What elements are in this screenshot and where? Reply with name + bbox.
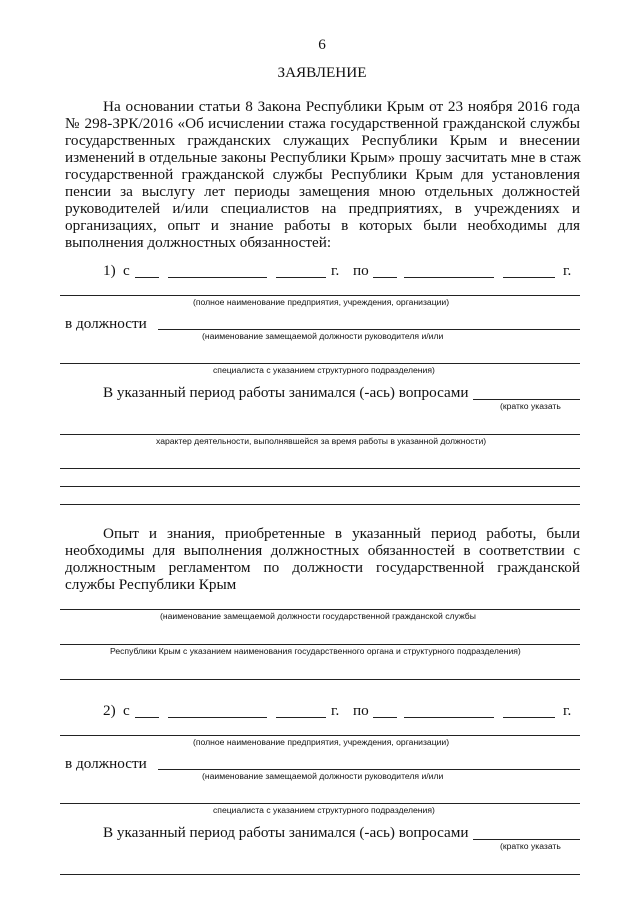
organization-field[interactable] xyxy=(60,295,580,296)
period-number: 2) xyxy=(103,702,116,719)
gov-position-field-continued[interactable] xyxy=(60,644,580,645)
to-month-field[interactable] xyxy=(404,717,494,718)
to-day-field[interactable] xyxy=(373,717,397,718)
position-label: в должности xyxy=(65,755,147,772)
year-suffix: г. xyxy=(331,262,340,279)
position-field-continued[interactable] xyxy=(60,363,580,364)
position-field[interactable] xyxy=(158,769,580,770)
duties-field-continued[interactable] xyxy=(60,434,580,435)
from-year-field[interactable] xyxy=(276,717,326,718)
to-month-field[interactable] xyxy=(404,277,494,278)
experience-line: Опыт и знания, приобретенные в указанный период работы, были xyxy=(103,525,580,542)
duties-text: В указанный период работы занимался (-ась) вопросами xyxy=(103,824,469,841)
intro-line: руководителей и/или специалистов на предприятиях, в учреждениях и xyxy=(65,200,580,217)
year-suffix-end: г. xyxy=(563,262,572,279)
intro-line: организациях, опыт и знание работы в которых были необходимы для xyxy=(65,217,580,234)
year-suffix-end: г. xyxy=(563,702,572,719)
year-suffix: г. xyxy=(331,702,340,719)
page-number: 6 xyxy=(318,36,326,53)
from-month-field[interactable] xyxy=(168,277,267,278)
blank-line[interactable] xyxy=(60,486,580,487)
to-label: по xyxy=(353,262,369,279)
duties-field[interactable] xyxy=(473,839,580,840)
position-caption: (наименование замещаемой должности руководителя и/или xyxy=(202,331,444,341)
intro-line: изменений в отдельные законы Республики Крым» прошу засчитать мне в стаж xyxy=(65,149,581,166)
duties-caption-continued: характер деятельности, выполнявшейся за время работы в указанной должности) xyxy=(156,436,487,446)
blank-line[interactable] xyxy=(60,504,580,505)
blank-line[interactable] xyxy=(60,679,580,680)
period-number: 1) xyxy=(103,262,116,279)
intro-line: На основании статьи 8 Закона Республики Крым от 23 ноября 2016 года xyxy=(103,98,580,115)
blank-line[interactable] xyxy=(60,468,580,469)
to-year-field[interactable] xyxy=(503,277,555,278)
organization-field[interactable] xyxy=(60,735,580,736)
from-day-field[interactable] xyxy=(135,717,159,718)
from-year-field[interactable] xyxy=(276,277,326,278)
position-caption-continued: специалиста с указанием структурного подразделения) xyxy=(213,805,435,815)
experience-line: должностным регламентом по должности государственной гражданской xyxy=(65,559,580,576)
duties-field[interactable] xyxy=(473,399,580,400)
organization-caption: (полное наименование предприятия, учреждения, организации) xyxy=(193,297,450,307)
gov-position-caption: (наименование замещаемой должности государственной гражданской службы xyxy=(160,611,476,621)
position-field[interactable] xyxy=(158,329,580,330)
to-label: по xyxy=(353,702,369,719)
document-title: ЗАЯВЛЕНИЕ xyxy=(277,64,367,81)
intro-line: выполнения должностных обязанностей: xyxy=(65,234,332,251)
gov-position-caption-continued: Республики Крым с указанием наименования государственного органа и структурного подразделения) xyxy=(110,646,521,656)
duties-caption: (кратко указать xyxy=(500,841,561,851)
experience-line: необходимы для выполнения должностных обязанностей в соответствии с xyxy=(65,542,580,559)
organization-caption: (полное наименование предприятия, учреждения, организации) xyxy=(193,737,450,747)
gov-position-field[interactable] xyxy=(60,609,580,610)
to-year-field[interactable] xyxy=(503,717,555,718)
intro-line: государственной гражданской службы Республики Крым для установления xyxy=(65,166,580,183)
intro-line: пенсии за выслугу лет периоды замещения мною отдельных должностей xyxy=(65,183,580,200)
to-day-field[interactable] xyxy=(373,277,397,278)
duties-text: В указанный период работы занимался (-ась) вопросами xyxy=(103,384,469,401)
from-label: с xyxy=(123,702,130,719)
experience-line: службы Республики Крым xyxy=(65,576,237,593)
duties-caption: (кратко указать xyxy=(500,401,561,411)
from-day-field[interactable] xyxy=(135,277,159,278)
duties-field-continued[interactable] xyxy=(60,874,580,875)
intro-line: государственных гражданских служащих Республики Крым и внесении xyxy=(65,132,580,149)
from-label: с xyxy=(123,262,130,279)
position-caption: (наименование замещаемой должности руководителя и/или xyxy=(202,771,444,781)
position-caption-continued: специалиста с указанием структурного подразделения) xyxy=(213,365,435,375)
intro-line: № 298-ЗРК/2016 «Об исчислении стажа государственной гражданской службы xyxy=(65,115,580,132)
position-label: в должности xyxy=(65,315,147,332)
position-field-continued[interactable] xyxy=(60,803,580,804)
from-month-field[interactable] xyxy=(168,717,267,718)
